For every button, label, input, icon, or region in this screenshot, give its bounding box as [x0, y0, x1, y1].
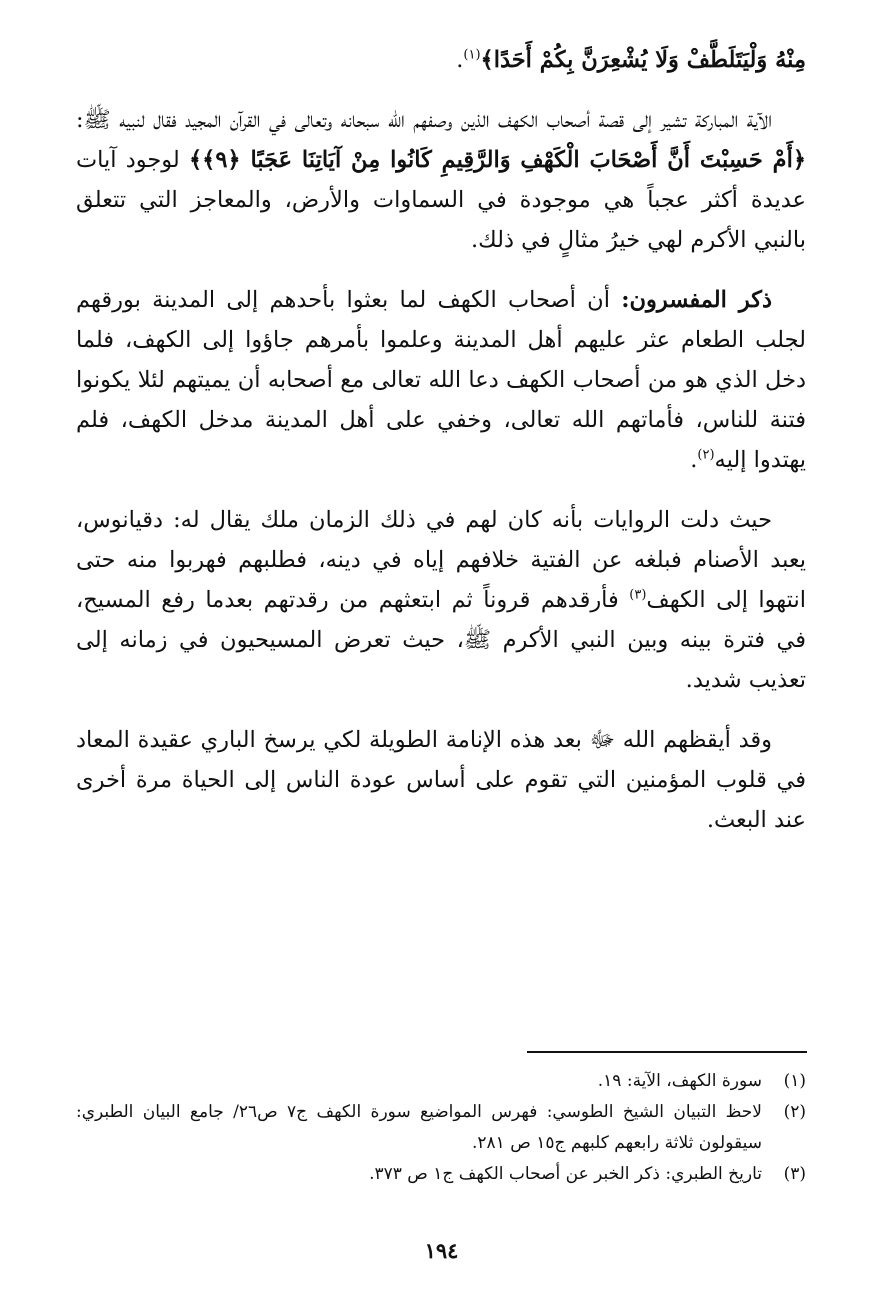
paragraph-4-text: وقد أيقظهم الله ﷻ بعد هذه الإنامة الطويلة لكي يرسخ الباري عقيدة المعاد في قلوب المؤمنين التي تقوم على أساس عودة الناس إلى الحياة مرة أخرى عند البعث. — [76, 727, 806, 833]
footnote-number: (٣) — [783, 1164, 806, 1184]
footnote-divider — [527, 1051, 807, 1053]
paragraph-1-text-b: لوجود آيات عديدة أكثر عجباً هي موجودة في السماوات والأرض، والمعاجز التي تتعلق بالنبي الأكرم لهي خيرُ مثالٍ في ذلك. — [76, 147, 806, 253]
page-body — [76, 40, 806, 860]
footnote-text: لاحظ التبيان الشيخ الطوسي: فهرس المواضيع سورة الكهف ج٧ ص٢٦/ جامع البيان الطبري: سيقولون ثلاثة رابعهم كلبهم ج١٥ ص ٢٨١. — [76, 1102, 762, 1153]
footnote-text: تاريخ الطبري: ذكر الخبر عن أصحاب الكهف ج١ ص ٣٧٣. — [369, 1164, 762, 1184]
paragraph-1-text-a: الآية المباركة تشير إلى قصة أصحاب الكهف الذين وصفهم الله سبحانه وتعالى في القرآن المجيد فقال لنبيه ﷺ: — [76, 107, 772, 133]
page-number: ١٩٤ — [424, 1238, 459, 1263]
quran-verse-kahf-9: ﴿أَمْ حَسِبْتَ أَنَّ أَصْحَابَ الْكَهْفِ وَالرَّقِيمِ كَانُوا مِنْ آيَاتِنَا عَجَبًا ﴿٩﴾﴾ — [188, 147, 807, 173]
footnote-ref-3[interactable]: (٣) — [629, 587, 647, 603]
paragraph-3-text-a: حيث دلت الروايات بأنه كان لهم في ذلك الزمان ملك يقال له: دقيانوس، يعبد الأصنام فبلغه عن الفتية خلافهم إياه في دينه، فطلبهم فهربوا منه حتى انتهوا إلى الكهف — [76, 507, 806, 613]
footnote-1 — [76, 1066, 806, 1097]
footnote-3 — [76, 1159, 806, 1190]
footnote-ref-2[interactable]: (٢) — [697, 447, 715, 463]
paragraph-4 — [76, 720, 806, 840]
paragraph-1 — [76, 100, 806, 260]
paragraph-2-lead: ذكر المفسرون: — [621, 287, 772, 313]
verse-fragment — [76, 40, 806, 80]
footnote-ref-1[interactable]: (١) — [463, 47, 481, 63]
verse-fragment-end: . — [456, 47, 464, 73]
paragraph-2 — [76, 280, 806, 480]
paragraph-3 — [76, 500, 806, 700]
footnote-text: سورة الكهف، الآية: ١٩. — [597, 1071, 762, 1091]
paragraph-2-end: . — [690, 447, 698, 473]
paragraph-3-text-b: فأرقدهم قروناً ثم ابتعثهم من رقدتهم بعدما رفع المسيح، في فترة بينه وبين النبي الأكرم ﷺ، حيث تعرض المسيحيون في زمانه إلى تعذيب شديد. — [76, 587, 806, 693]
footnotes — [76, 1066, 806, 1190]
verse-fragment-text: مِنْهُ وَلْيَتَلَطَّفْ وَلَا يُشْعِرَنَّ بِكُمْ أَحَدًا﴾ — [480, 47, 806, 73]
paragraph-2-text: أن أصحاب الكهف لما بعثوا بأحدهم إلى المدينة بورقهم لجلب الطعام عثر عليهم أهل المدينة وعلموا بأمرهم جاؤوا إلى الكهف، فلما دخل الذي هو من أصحاب الكهف دعا الله تعالى مع أصحابه أن يميتهم لئلا يكونوا فتنة للناس، فأماتهم الله تعالى، وخفي على أهل المدينة مدخل الكهف، فلم يهتدوا إليه — [76, 287, 806, 473]
footnote-2 — [76, 1097, 806, 1159]
footnote-number: (١) — [783, 1071, 806, 1091]
footnote-number: (٢) — [783, 1102, 806, 1122]
